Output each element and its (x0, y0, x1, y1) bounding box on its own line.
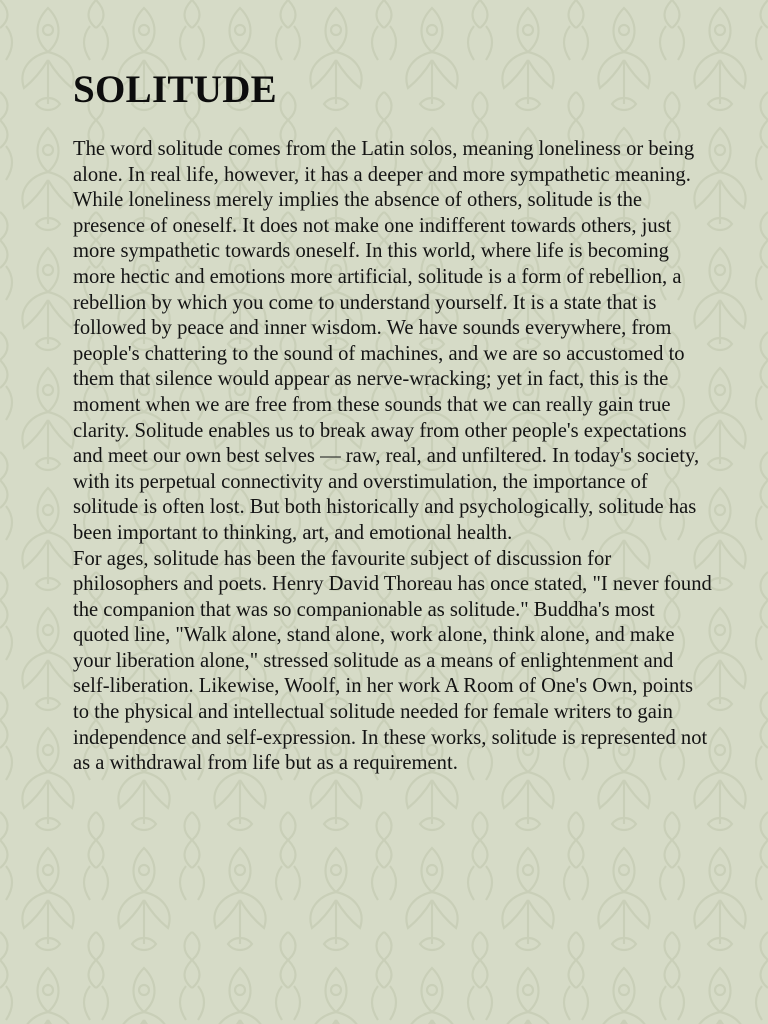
document-page (73, 66, 713, 777)
document-title: SOLITUDE (73, 68, 277, 111)
body-paragraph: For ages, solitude has been the favourite subject of discussion for philosophers and poets. Henry David Thoreau has once stated, "I never found the companion that was so companionable as solitude." Buddha's most quoted line, "Walk alone, stand alone, work alone, think alone, and make your liberation alone," stressed solitude as a means of enlightenment and self-liberation. Likewise, Woolf, in her work A Room of One's Own, points to the physical and intellectual solitude needed for female writers to gain independence and self-expression. In these works, solitude is represented not as a withdrawal from life but as a requirement. (73, 547, 712, 775)
body-paragraph: The word solitude comes from the Latin solos, meaning loneliness or being alone. In real life, however, it has a deeper and more sympathetic meaning. While loneliness merely implies the absence of others, solitude is the presence of oneself. It does not make one indifferent towards others, just more sympathetic towards oneself. In this world, where life is becoming more hectic and emotions more artificial, solitude is a form of rebellion, a rebellion by which you come to understand yourself. It is a state that is followed by peace and inner wisdom. We have sounds everywhere, from people's chattering to the sound of machines, and we are so accustomed to them that silence would appear as nerve-wracking; yet in fact, this is the moment when we are free from these sounds that we can really gain true clarity. Solitude enables us to break away from other people's expectations and meet our own best selves — raw, real, and unfiltered. In today's society, with its perpetual connectivity and overstimulation, the importance of solitude is often lost. But both historically and psychologically, solitude has been important to thinking, art, and emotional health. (73, 138, 700, 544)
document-body (73, 137, 713, 777)
